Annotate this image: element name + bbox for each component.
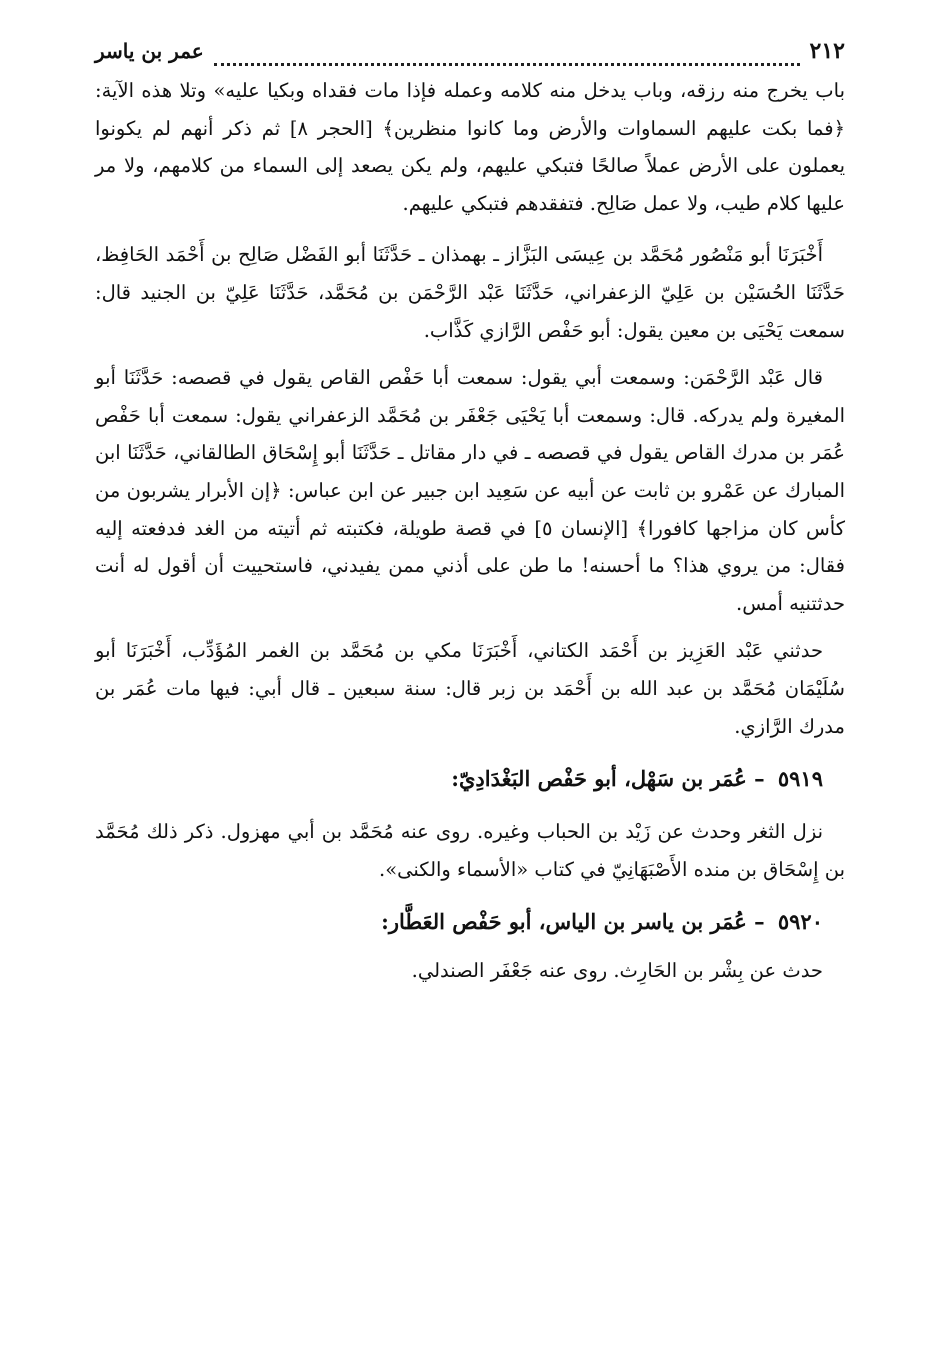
- paragraph-entry-5919: نزل الثغر وحدث عن زَيْد بن الحباب وغيره. روى عنه مُحَمَّد بن أبي مهزول. ذكر ذلك مُحَمَّد بن إِسْحَاق بن منده الأَصْبَهَانِيّ في كتاب «الأسماء والكنى».: [95, 820, 845, 881]
- paragraph-continuation: باب يخرج منه رزقه، وباب يدخل منه كلامه وعمله فإذا مات فقداه وبكيا عليه» وتلا هذه الآية: ﴿فما بكت عليهم السماوات والأرض وما كانوا منظرين﴾ [الحجر ٨] ثم ذكر أنهم لم يكونوا يعملون على الأرض عملاً صالحًا فتبكي عليهم، ولم يكن يصعد إلى السماء من كلامهم، ولا مر عليها كلام طيب، ولا عمل صَالِح. فتفقدهم فتبكي عليهم.: [95, 79, 845, 215]
- running-title: عمر بن ياسر: [95, 39, 204, 63]
- entry-dash: –: [754, 909, 765, 935]
- entry-heading-5920: [95, 902, 845, 942]
- entry-name: عُمَر بن سَهْل، أبو حَفْص البَغْدَادِيّ:: [451, 766, 747, 792]
- paragraph-isnad-1: أَخْبَرَنَا أبو مَنْصُور مُحَمَّد بن عِيسَى البَزَّاز ـ بهمذان ـ حَدَّثَنَا أبو الفَضْل صَالِح بن أَحْمَد الحَافِظ، حَدَّثَنَا الحُسَيْن بن عَلِيّ الزعفراني، حَدَّثَنَا عَبْد الرَّحْمَن بن مُحَمَّد، حَدَّثَنَا عَلِيّ بن الجنيد قال: سمعت يَحْيَى بن معين يقول: أبو حَفْص الرَّازي كَذَّاب.: [95, 243, 845, 342]
- entry-name: عُمَر بن ياسر بن الياس، أبو حَفْص العَطَّار:: [381, 909, 747, 935]
- page-number: ٢١٢: [809, 38, 845, 64]
- paragraph-isnad-2: قال عَبْد الرَّحْمَن: وسمعت أبي يقول: سمعت أبا حَفْص القاص يقول في قصصه: حَدَّثَنَا أبو المغيرة ولم يدركه. قال: وسمعت أبا يَحْيَى جَعْفَر بن مُحَمَّد الزعفراني يقول: سمعت أبا حَفْص عُمَر بن مدرك القاص يقول في قصصه ـ في دار مقاتل ـ حَدَّثَنَا أبو إِسْحَاق الطالقاني، حَدَّثَنَا ابن المبارك عن عَمْرو بن ثابت عن أبيه عن سَعِيد ابن جبير عن ابن عباس: ﴿إن الأبرار يشربون من كأس كان مزاجها كافورا﴾ [الإنسان ٥] في قصة طويلة، فكتبته ثم أتيته من الغد فدفعته إليه فقال: من يروي هذا؟ ما أحسنه! ما طن على أذني ممن يفيدني، فاستحييت أن أقول له أنت حدثتنيه أمس.: [95, 366, 845, 615]
- entry-number: ٥٩٢٠: [777, 909, 823, 935]
- book-page: [95, 38, 845, 990]
- entry-dash: –: [754, 766, 765, 792]
- paragraph-entry-5920: حدث عن بِشْر بن الحَارِث. روى عنه جَعْفَر الصندلي.: [411, 959, 823, 983]
- running-header: [95, 38, 845, 72]
- paragraph-isnad-3: حدثني عَبْد العَزِيز بن أَحْمَد الكتاني، أَخْبَرَنَا مكي بن مُحَمَّد بن الغمر المُؤَدِّب، أَخْبَرَنَا أبو سُلَيْمَان مُحَمَّد بن عبد الله بن أَحْمَد بن زبر قال: سنة سبعين ـ قال أبي: فيها مات عُمَر بن مدرك الرَّازي.: [95, 639, 845, 738]
- entry-heading-5919: [95, 759, 845, 799]
- entry-number: ٥٩١٩: [777, 766, 823, 792]
- header-dotted-leader: [214, 62, 800, 66]
